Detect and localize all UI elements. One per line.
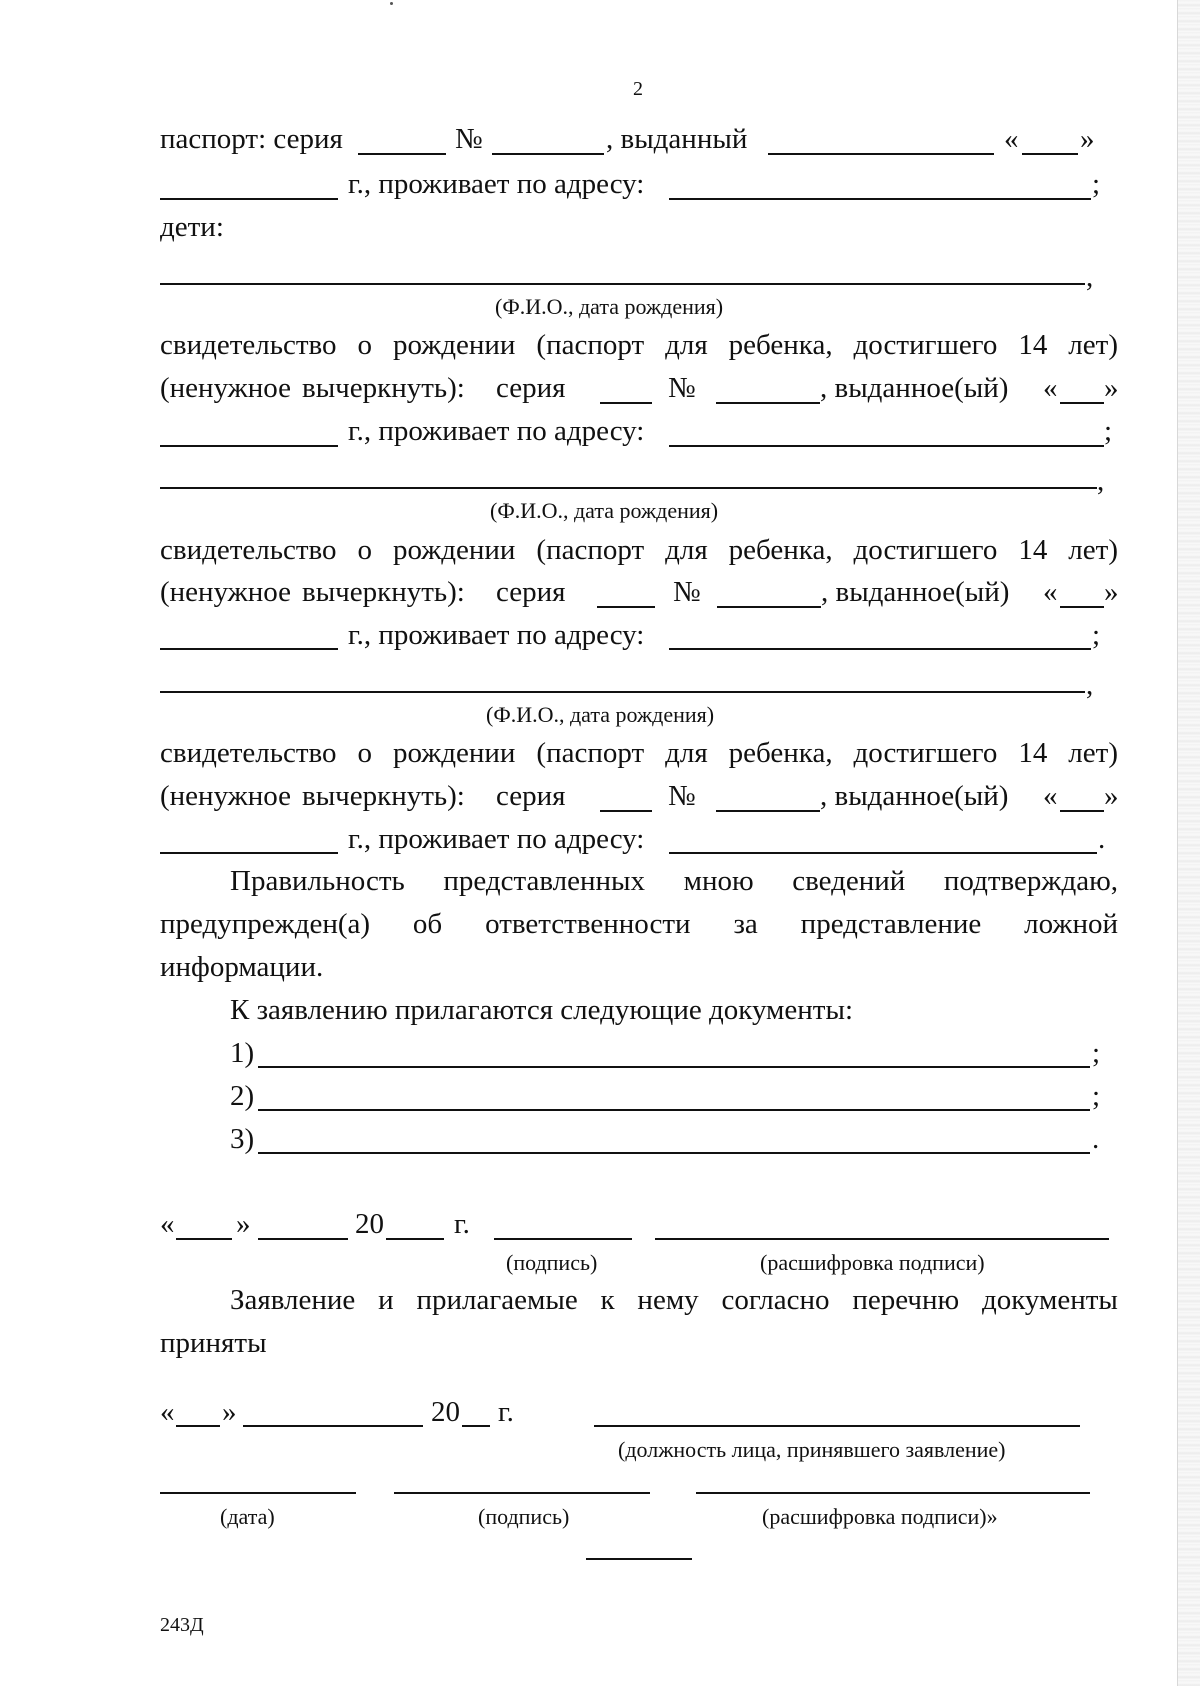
child2-address-field[interactable] <box>669 648 1091 650</box>
child1-series-field[interactable] <box>600 402 652 404</box>
attachment-2-num: 2) <box>230 1080 255 1112</box>
accept-quote-close: » <box>222 1396 237 1428</box>
child3-address-label: г., проживает по адресу: <box>348 823 645 855</box>
child3-quote-open: « <box>1043 780 1058 812</box>
attachment-3-field[interactable] <box>258 1152 1090 1154</box>
child2-series-label: серия <box>496 576 566 608</box>
child1-address-field[interactable] <box>669 445 1104 447</box>
accepted-line-1: Заявление и прилагаемые к нему согласно перечню документы <box>230 1284 1118 1316</box>
child3-comma: , <box>1086 669 1094 701</box>
child3-number-sign: № <box>668 780 696 812</box>
passport-quote-open: « <box>1004 123 1019 155</box>
sign-caption-signature: (подпись) <box>506 1250 598 1275</box>
passport-end: ; <box>1092 168 1101 200</box>
child2-strike-word: вычеркнуть): <box>302 576 465 608</box>
attachment-1-field[interactable] <box>258 1066 1090 1068</box>
confirm-line-3: информации. <box>160 951 324 983</box>
sign-year-prefix: 20 <box>355 1208 384 1240</box>
attachment-1-num: 1) <box>230 1037 255 1069</box>
attach-heading: К заявлению прилагаются следующие документы: <box>230 994 854 1026</box>
accept-year-suffix: г. <box>498 1396 514 1428</box>
child1-series-label: серия <box>496 372 566 404</box>
child2-comma: , <box>1097 465 1105 497</box>
sign-year-field[interactable] <box>386 1238 444 1240</box>
child2-number-field[interactable] <box>717 606 821 608</box>
child3-date-field[interactable] <box>160 852 338 854</box>
child3-strike-word: вычеркнуть): <box>302 780 465 812</box>
child1-day-field[interactable] <box>1060 402 1104 404</box>
child2-address-label: г., проживает по адресу: <box>348 619 645 651</box>
end-rule <box>586 1558 692 1560</box>
passport-quote-close: » <box>1080 123 1095 155</box>
accept-date-field[interactable] <box>160 1492 356 1494</box>
child1-cert-line: свидетельство о рождении (паспорт для ребенка, достигшего 14 лет) <box>160 329 1118 361</box>
passport-address-label: г., проживает по адресу: <box>348 168 645 200</box>
scan-edge <box>1177 0 1200 1686</box>
accept-caption-position: (должность лица, принявшего заявление) <box>618 1437 1006 1462</box>
child3-number-field[interactable] <box>716 810 820 812</box>
confirm-line-2: предупрежден(а) об ответственности за представление ложной <box>160 908 1118 940</box>
passport-label: паспорт: серия <box>160 123 343 155</box>
accept-decoding-field[interactable] <box>696 1492 1090 1494</box>
child1-strike-label: (ненужное <box>160 372 291 404</box>
child2-issued-label: , выданное(ый) <box>821 576 1010 608</box>
attachment-3-end: . <box>1092 1123 1100 1155</box>
child1-quote-open: « <box>1043 372 1058 404</box>
passport-date-field[interactable] <box>160 198 338 200</box>
children-label: дети: <box>160 211 224 243</box>
child1-comma: , <box>1086 261 1094 293</box>
child1-strike-word: вычеркнуть): <box>302 372 465 404</box>
passport-series-field[interactable] <box>358 153 446 155</box>
child2-quote-close: » <box>1104 576 1119 608</box>
sign-decoding-field[interactable] <box>655 1238 1109 1240</box>
accept-month-field[interactable] <box>243 1425 423 1427</box>
child3-series-label: серия <box>496 780 566 812</box>
confirm-line-1: Правильность представленных мною сведений подтверждаю, <box>230 865 1118 897</box>
accept-position-field[interactable] <box>594 1425 1080 1427</box>
accept-caption-date: (дата) <box>220 1504 275 1529</box>
accept-caption-decoding: (расшифровка подписи)» <box>762 1504 998 1529</box>
attachment-2-end: ; <box>1092 1080 1101 1112</box>
accept-year-prefix: 20 <box>431 1396 460 1428</box>
sign-caption-decoding: (расшифровка подписи) <box>760 1250 985 1275</box>
page-number: 2 <box>633 78 643 100</box>
child3-day-field[interactable] <box>1060 810 1104 812</box>
accepted-line-2: приняты <box>160 1327 267 1359</box>
sign-day-field[interactable] <box>176 1238 232 1240</box>
child2-name-field[interactable] <box>160 487 1097 489</box>
child1-number-sign: № <box>668 372 696 404</box>
child3-issued-label: , выданное(ый) <box>820 780 1009 812</box>
passport-address-field[interactable] <box>669 198 1091 200</box>
child2-day-field[interactable] <box>1060 606 1104 608</box>
child2-caption: (Ф.И.О., дата рождения) <box>490 498 719 523</box>
scan-dot <box>390 2 393 5</box>
child2-cert-line: свидетельство о рождении (паспорт для ребенка, достигшего 14 лет) <box>160 534 1118 566</box>
passport-number-field[interactable] <box>492 153 604 155</box>
child1-issued-label: , выданное(ый) <box>820 372 1009 404</box>
child2-end: ; <box>1092 619 1101 651</box>
passport-day-field[interactable] <box>1022 153 1078 155</box>
attachment-3-num: 3) <box>230 1123 255 1155</box>
sign-quote-open: « <box>160 1208 175 1240</box>
child1-caption: (Ф.И.О., дата рождения) <box>495 294 724 319</box>
sign-month-field[interactable] <box>258 1238 348 1240</box>
child1-number-field[interactable] <box>716 402 820 404</box>
child3-strike-label: (ненужное <box>160 780 291 812</box>
sign-year-suffix: г. <box>454 1208 470 1240</box>
accept-signature-field[interactable] <box>394 1492 650 1494</box>
child3-address-field[interactable] <box>669 852 1097 854</box>
accept-caption-signature: (подпись) <box>478 1504 570 1529</box>
child1-date-field[interactable] <box>160 445 338 447</box>
child2-series-field[interactable] <box>597 606 655 608</box>
accept-year-field[interactable] <box>462 1425 490 1427</box>
child1-address-label: г., проживает по адресу: <box>348 415 645 447</box>
child1-end: ; <box>1104 415 1113 447</box>
child2-number-sign: № <box>673 576 701 608</box>
child2-date-field[interactable] <box>160 648 338 650</box>
sign-quote-close: » <box>236 1208 251 1240</box>
child2-strike-label: (ненужное <box>160 576 291 608</box>
accept-day-field[interactable] <box>176 1425 220 1427</box>
passport-issued-label: , выданный <box>606 123 748 155</box>
child3-caption: (Ф.И.О., дата рождения) <box>486 702 715 727</box>
child2-quote-open: « <box>1043 576 1058 608</box>
child1-name-field[interactable] <box>160 283 1085 285</box>
child3-name-field[interactable] <box>160 691 1085 693</box>
child3-series-field[interactable] <box>600 810 652 812</box>
passport-issuer-field[interactable] <box>768 153 994 155</box>
child1-quote-close: » <box>1104 372 1119 404</box>
attachment-1-end: ; <box>1092 1037 1101 1069</box>
sign-signature-field[interactable] <box>494 1238 632 1240</box>
child3-end: . <box>1098 823 1106 855</box>
footer-code: 243Д <box>160 1614 204 1636</box>
child3-cert-line: свидетельство о рождении (паспорт для ребенка, достигшего 14 лет) <box>160 737 1118 769</box>
child3-quote-close: » <box>1104 780 1119 812</box>
accept-quote-open: « <box>160 1396 175 1428</box>
attachment-2-field[interactable] <box>258 1109 1090 1111</box>
passport-number-sign: № <box>455 123 483 155</box>
